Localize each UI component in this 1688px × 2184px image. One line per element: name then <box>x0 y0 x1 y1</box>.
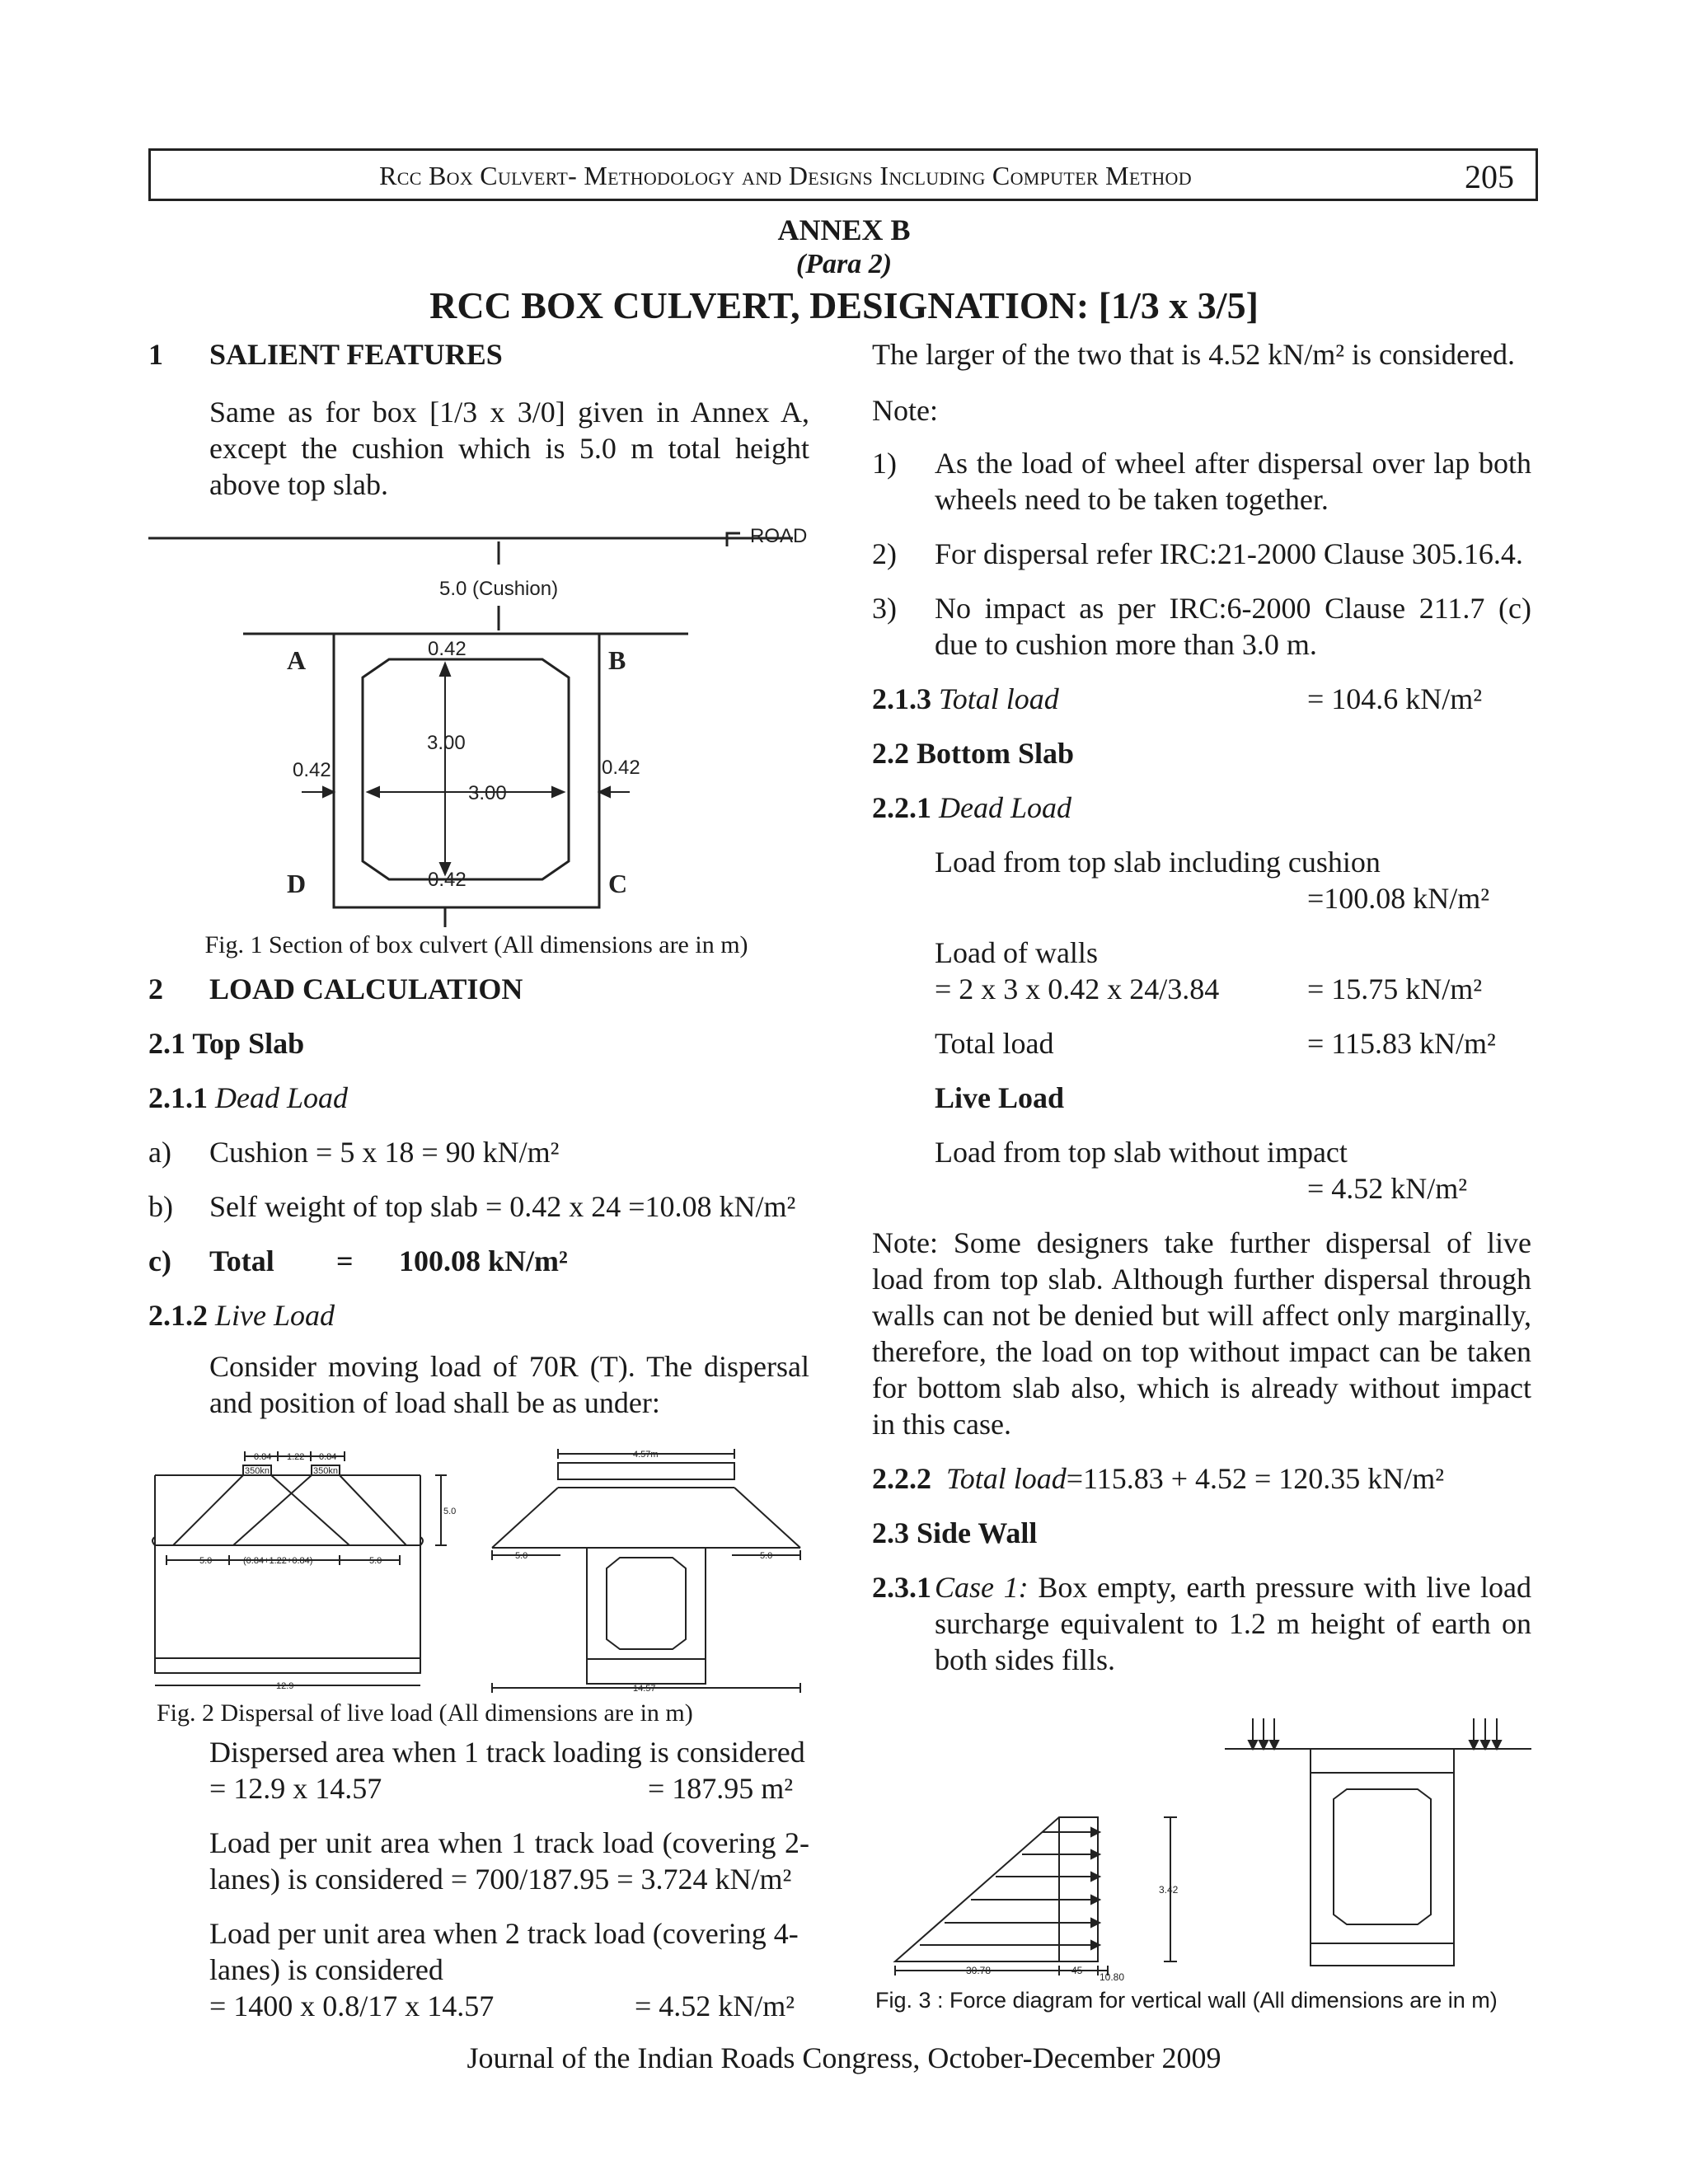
section-1-text: Same as for box [1/3 x 3/0] given in Annex A, except the cushion which is 5.0 m total height above top slab. <box>209 396 809 501</box>
fig3-d3078: 30.78 <box>966 1965 992 1976</box>
item-c-label: c) <box>148 1244 171 1277</box>
note-3-label: 3) <box>872 592 897 625</box>
section-2-3-1-number: 2.3.1 <box>872 1571 931 1604</box>
note-2-paragraph: Note: Some designers take further dispersal of live load from top slab. Although further dispersal through walls can not be denied but will affect only marginally, therefore, the load on top without impact can be taken for bottom slab also, which is already without impact in this case. <box>872 1226 1531 1441</box>
note-2-label: 2) <box>872 537 897 570</box>
fig2-d084b: 0.84 <box>319 1452 337 1462</box>
fig2-l50b: 5.0 <box>515 1551 528 1561</box>
section-2-3-title: 2.3 Side Wall <box>872 1516 1038 1549</box>
load-per-area-2-track-expr: = 1400 x 0.8/17 x 14.57 <box>209 1990 495 2022</box>
fig2-d084a: 0.84 <box>254 1452 272 1462</box>
total-load-label: Total load <box>935 1027 1054 1060</box>
fig3-h342: 3.42 <box>1159 1884 1179 1896</box>
fig1-corner-c: C <box>608 869 628 898</box>
fig1-corner-b: B <box>608 645 626 675</box>
section-2-title: LOAD CALCULATION <box>209 972 523 1005</box>
section-2-2-2-title: Total load <box>946 1462 1067 1495</box>
fig1-right: 0.42 <box>602 757 640 779</box>
fig1-box-section <box>140 499 816 927</box>
fig3-d1080: 10.80 <box>1100 1971 1125 1982</box>
section-2-1-2-text: Consider moving load of 70R (T). The dispersal and position of load shall be as under: <box>209 1350 809 1419</box>
fig2-w2: 350kn <box>313 1466 338 1476</box>
fig1-top: 0.42 <box>428 638 467 660</box>
load-of-walls-value: = 15.75 kN/m² <box>1307 972 1483 1005</box>
para-ref: (Para 2) <box>795 249 893 279</box>
annex-label: ANNEX B <box>777 213 911 246</box>
section-2-2-2-number: 2.2.2 <box>872 1462 931 1495</box>
dispersed-area-line1: Dispersed area when 1 track loading is considered <box>209 1736 805 1769</box>
fig2-len1457: 14.57 <box>633 1684 656 1694</box>
fig1-height: 3.00 <box>427 732 466 754</box>
section-2-1-1-number: 2.1.1 <box>148 1081 208 1114</box>
load-top-slab-without-impact: Load from top slab without impact <box>935 1136 1348 1169</box>
right-para-1: The larger of the two that is 4.52 kN/m² is considered. <box>872 338 1515 371</box>
section-2-number: 2 <box>148 972 163 1005</box>
fig3-pressure-arrows <box>920 1718 1501 1949</box>
section-2-2-1-number: 2.2.1 <box>872 791 931 824</box>
fig3-caption: Fig. 3 : Force diagram for vertical wall (All dimensions are in m) <box>875 1988 1498 2013</box>
load-from-top-slab: Load from top slab including cushion <box>935 846 1381 879</box>
section-2-3-1-case: Case 1: <box>935 1571 1029 1604</box>
fig1-road: ROAD <box>750 525 808 547</box>
fig2-l50: 5.0 <box>199 1556 213 1566</box>
section-1-title: SALIENT FEATURES <box>209 338 503 371</box>
item-a-label: a) <box>148 1136 171 1169</box>
fig2-mid: (0.84+1.22+0.84) <box>243 1556 313 1566</box>
section-2-2-1-title: Dead Load <box>939 791 1071 824</box>
journal-footer: Journal of the Indian Roads Congress, October-December 2009 <box>467 2041 1221 2074</box>
fig1-cushion: 5.0 (Cushion) <box>439 578 559 600</box>
fig2-r50b: 5.0 <box>760 1551 773 1561</box>
section-2-2-title: 2.2 Bottom Slab <box>872 737 1075 770</box>
fig2-d122: 1.22 <box>287 1452 305 1462</box>
load-per-area-2-track-value: = 4.52 kN/m² <box>635 1990 795 2022</box>
load-top-slab-without-impact-value: = 4.52 kN/m² <box>1307 1172 1468 1205</box>
load-from-top-slab-value: =100.08 kN/m² <box>1307 882 1490 915</box>
fig2-caption: Fig. 2 Dispersal of live load (All dimensions are in m) <box>157 1699 693 1727</box>
note-2-text: For dispersal refer IRC:21-2000 Clause 305.16.4. <box>935 537 1523 570</box>
fig2-r50: 5.0 <box>369 1556 382 1566</box>
fig1-corner-d: D <box>287 869 307 898</box>
running-title: Rcc Box Culvert- Methodology and Designs Including Computer Method <box>379 161 1192 190</box>
load-per-area-2-track: Load per unit area when 2 track load (covering 4-lanes) is considered <box>209 1917 799 1986</box>
section-2-2-2-value: =115.83 + 4.52 = 120.35 kN/m² <box>1066 1462 1445 1495</box>
item-c-equals: = <box>336 1244 354 1277</box>
fig1-corner-a: A <box>287 645 307 675</box>
fig2-live-load-dispersal <box>148 1430 808 1694</box>
page-number: 205 <box>1465 158 1514 195</box>
load-of-walls-expr: = 2 x 3 x 0.42 x 24/3.84 <box>935 972 1220 1005</box>
fig2-w1: 350kn <box>245 1466 270 1476</box>
fig3-force-diagram <box>890 1710 1550 1982</box>
section-1-number: 1 <box>148 338 163 371</box>
section-2-3-1-text: Box empty, earth pressure with live load surcharge equivalent to 1.2 m height of earth on both sides fills. <box>935 1571 1531 1676</box>
item-c-total: Total <box>209 1244 274 1277</box>
section-2-1-2-title: Live Load <box>215 1299 335 1332</box>
load-of-walls: Load of walls <box>935 936 1098 969</box>
live-load-heading: Live Load <box>935 1081 1065 1114</box>
load-per-area-1-track: Load per unit area when 1 track load (covering 2-lanes) is considered = 700/187.95 = 3.724 kN/m² <box>209 1826 809 1896</box>
note-1-text: As the load of wheel after dispersal over lap both wheels need to be taken together. <box>935 447 1531 516</box>
section-2-1-3-value: = 104.6 kN/m² <box>1307 682 1483 715</box>
fig3-d45: 45 <box>1071 1965 1083 1976</box>
fig2-len129: 12.9 <box>276 1681 294 1691</box>
fig2-h50: 5.0 <box>443 1507 457 1516</box>
fig1-left: 0.42 <box>293 759 331 781</box>
note-label: Note: <box>872 394 938 427</box>
fig1-caption: Fig. 1 Section of box culvert (All dimensions are in m) <box>204 931 748 958</box>
item-b-text: Self weight of top slab = 0.42 x 24 =10.08 kN/m² <box>209 1190 796 1223</box>
item-b-label: b) <box>148 1190 173 1223</box>
section-2-1-3-number: 2.1.3 <box>872 682 931 715</box>
fig2-top457: 4.57m <box>633 1450 659 1460</box>
note-1-label: 1) <box>872 447 897 480</box>
dispersed-area-value: = 187.95 m² <box>648 1772 794 1805</box>
section-2-1-2-number: 2.1.2 <box>148 1299 208 1332</box>
total-load-value: = 115.83 kN/m² <box>1307 1027 1496 1060</box>
section-2-1-3-title: Total load <box>939 682 1059 715</box>
page-title: RCC BOX CULVERT, DESIGNATION: [1/3 x 3/5] <box>429 284 1259 326</box>
fig1-width: 3.00 <box>468 782 507 804</box>
section-2-1-1-title: Dead Load <box>215 1081 348 1114</box>
dispersed-area-expr: = 12.9 x 14.57 <box>209 1772 382 1805</box>
running-header <box>148 148 1538 201</box>
fig1-bottom: 0.42 <box>428 869 467 891</box>
item-c-value: 100.08 kN/m² <box>399 1244 568 1277</box>
note-3-text: No impact as per IRC:6-2000 Clause 211.7 (c) due to cushion more than 3.0 m. <box>935 592 1531 661</box>
item-a-text: Cushion = 5 x 18 = 90 kN/m² <box>209 1136 560 1169</box>
section-2-1-title: 2.1 Top Slab <box>148 1027 305 1060</box>
